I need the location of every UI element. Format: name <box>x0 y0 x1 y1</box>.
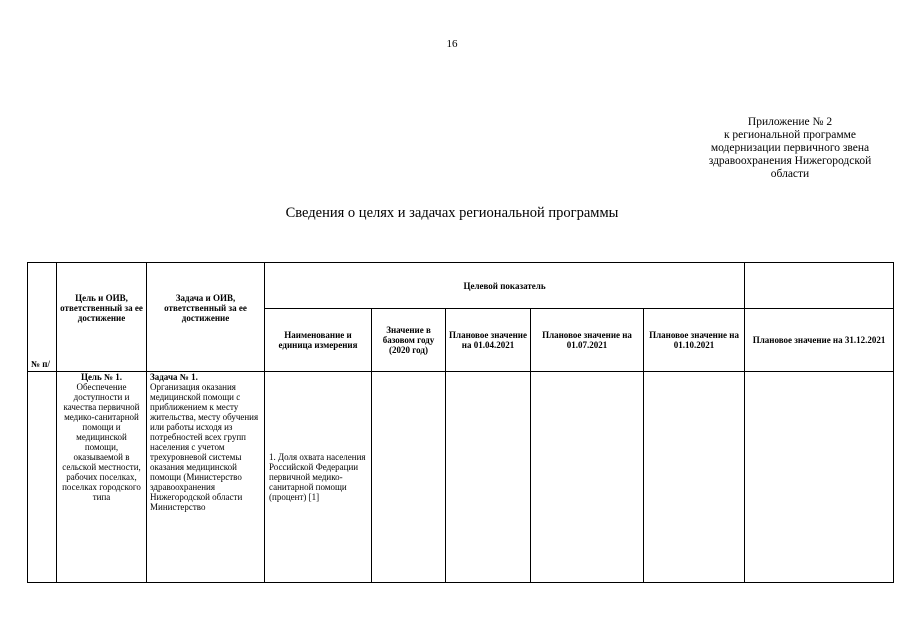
cell-plan-1001 <box>644 372 745 583</box>
header-base-value: Значение в базовом году (2020 год) <box>372 309 446 372</box>
task-text: Организация оказания медицинской помощи с приближением к месту жительства, месту обучения или работы исходя из потребностей всех групп населения с учетом трехуровневой системы оказания медицинской помощи (Министерство здравоохранения Нижегородской области Министерство <box>150 382 259 512</box>
cell-number <box>28 372 57 583</box>
appendix-line: к региональной программе <box>723 129 857 141</box>
document-title: Сведения о целях и задачах региональной программы <box>285 205 619 221</box>
header-goal: Цель и ОИВ, ответственный за ее достижение <box>57 263 147 372</box>
cell-plan-1231 <box>745 372 894 583</box>
table-row <box>28 372 894 583</box>
header-number: № п/ <box>28 263 57 372</box>
task-label: Задача № 1. <box>150 372 198 382</box>
cell-goal <box>57 372 147 583</box>
header-plan-0401: Плановое значение на 01.04.2021 <box>446 309 531 372</box>
appendix-note <box>690 116 890 181</box>
appendix-line: Приложение № 2 <box>747 116 833 128</box>
cell-task <box>147 372 265 583</box>
header-plan-0701: Плановое значение на 01.07.2021 <box>531 309 644 372</box>
header-task: Задача и ОИВ, ответственный за ее достижение <box>147 263 265 372</box>
header-target-indicator: Целевой показатель <box>265 263 745 309</box>
appendix-line: модернизации первичного звена <box>710 142 870 154</box>
cell-base-value <box>372 372 446 583</box>
page-number: 16 <box>446 38 458 50</box>
header-empty <box>745 263 894 309</box>
goal-text: Обеспечение доступности и качества первичной медико-санитарной помощи и медицинской помощи, оказываемой в сельской местности, рабочих поселках, поселках городского типа <box>62 382 141 502</box>
goals-table <box>27 262 894 583</box>
header-indicator-name: Наименование и единица измерения <box>265 309 372 372</box>
cell-indicator: 1. Доля охвата населения Российской Федерации первичной медико-санитарной помощи (процент) [1] <box>265 372 372 583</box>
appendix-line: области <box>770 168 810 180</box>
header-plan-1231: Плановое значение на 31.12.2021 <box>745 309 894 372</box>
appendix-line: здравоохранения Нижегородской <box>708 155 872 167</box>
header-row <box>28 263 894 309</box>
goal-label: Цель № 1. <box>80 372 123 382</box>
cell-plan-0701 <box>531 372 644 583</box>
header-plan-1001: Плановое значение на 01.10.2021 <box>644 309 745 372</box>
cell-plan-0401 <box>446 372 531 583</box>
